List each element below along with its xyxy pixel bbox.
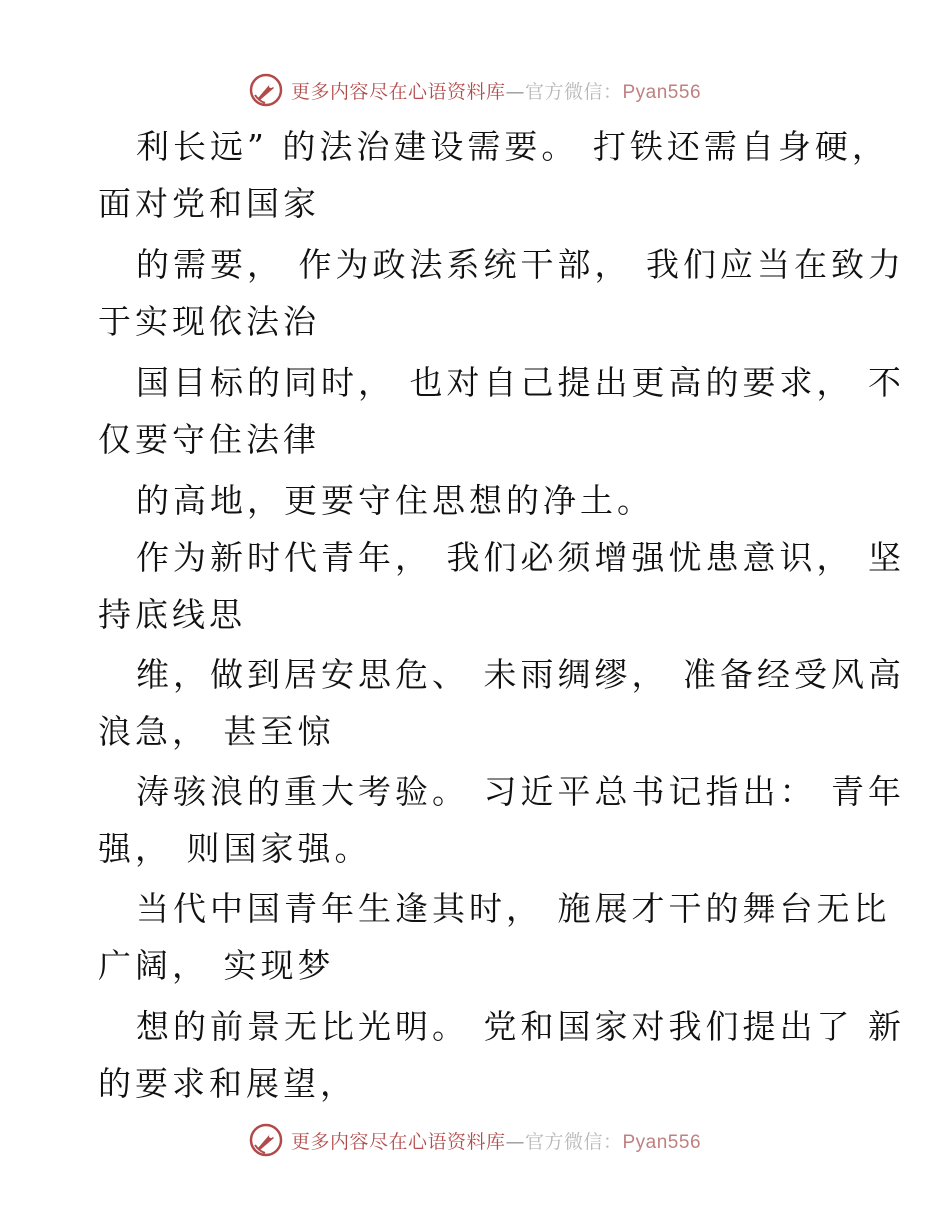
footer-banner [0,1120,950,1160]
paragraph-line: 的需要， 作为政法系统干部， 我们应当在致力 [136,245,905,284]
pen-nib-logo-icon [249,1123,283,1157]
paragraph-line: 涛骇浪的重大考验。 习近平总书记指出： 青年 [136,772,905,811]
paragraph-line: 维，做到居安思危、 未雨绸缪， 准备经受风高 [136,655,905,694]
paragraph-line: 仅要守住法律 [98,420,320,459]
header-wechat-label: 官方微信： [524,80,623,103]
paragraph-line: 强， 则国家强。 [98,829,372,868]
footer-dash: — [505,1130,525,1153]
header-wechat-id: Pyan556 [622,81,702,103]
paragraph-line: 当代中国青年生逢其时， 施展才干的舞台无比 [136,889,891,928]
footer-banner-text [291,1127,701,1154]
paragraph-line: 想的前景无比光明。 党和国家对我们提出了 新 [136,1007,905,1046]
paragraph-line: 持底线思 [98,595,246,634]
header-dash: — [505,80,525,103]
paragraph-line: 国目标的同时， 也对自己提出更高的要求， 不 [136,363,905,402]
footer-wechat-id: Pyan556 [622,1131,702,1153]
header-banner-text [291,77,701,104]
footer-brand-text: 更多内容尽在心语资料库 [290,1130,506,1153]
paragraph-line: 的高地，更要守住思想的净土。 [136,481,654,520]
paragraph-line: 利长远” 的法治建设需要。 打铁还需自身硬， [136,127,889,166]
paragraph-line: 广阔， 实现梦 [98,946,335,985]
pen-nib-logo-icon [249,73,283,107]
paragraph-line: 的要求和展望， [98,1064,357,1103]
footer-wechat-label: 官方微信： [524,1130,623,1153]
paragraph-line: 作为新时代青年， 我们必须增强忧患意识， 坚 [136,538,905,577]
header-banner [0,70,950,110]
paragraph-line: 面对党和国家 [98,184,320,223]
paragraph-line: 浪急， 甚至惊 [98,712,335,751]
header-brand-text: 更多内容尽在心语资料库 [290,80,506,103]
paragraph-line: 于实现依法治 [98,302,320,341]
